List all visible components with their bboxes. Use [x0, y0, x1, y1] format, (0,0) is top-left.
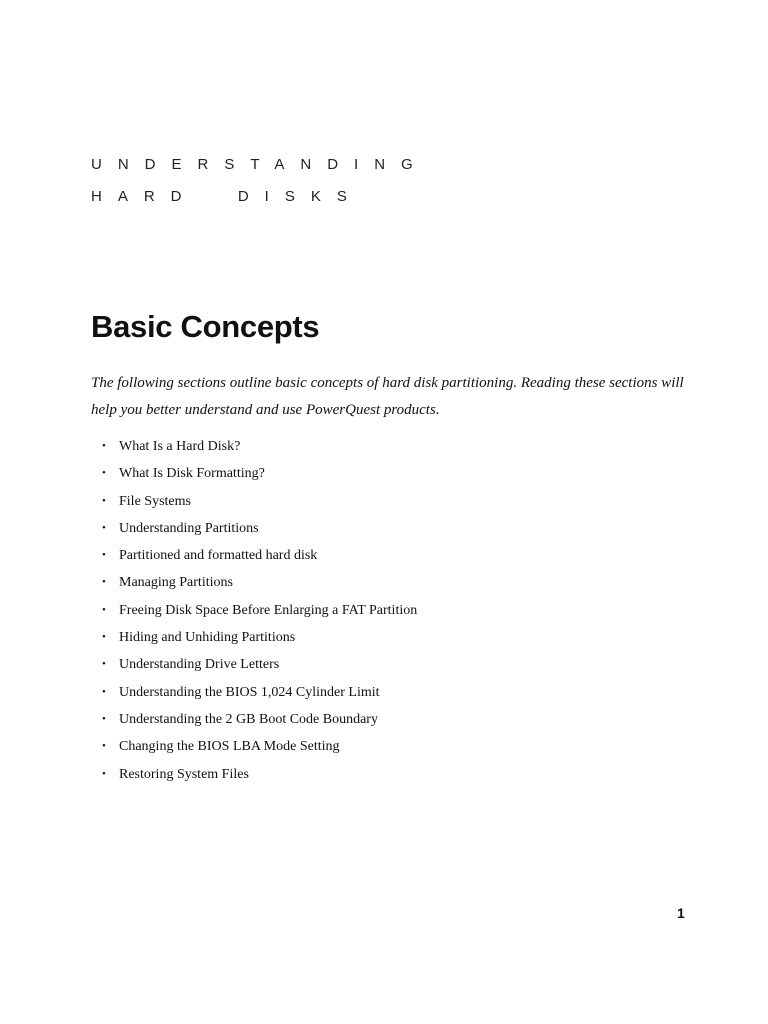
list-item — [91, 651, 417, 678]
bullet-icon: • — [102, 658, 106, 671]
list-item-label: File Systems — [119, 493, 191, 509]
list-item — [91, 679, 417, 706]
list-item-label: Understanding Drive Letters — [119, 657, 280, 673]
list-item-label: Managing Partitions — [119, 575, 233, 591]
list-item — [91, 488, 417, 515]
list-item — [91, 542, 417, 569]
list-item-label: What Is Disk Formatting? — [119, 466, 265, 482]
list-item-label: Understanding Partitions — [119, 520, 259, 536]
bullet-icon: • — [102, 576, 106, 589]
bullet-icon: • — [102, 767, 106, 780]
list-item — [91, 624, 417, 651]
section-heading: Basic Concepts — [91, 309, 320, 344]
bullet-icon: • — [102, 494, 106, 507]
chapter-title-line-1: UNDERSTANDING — [91, 156, 429, 173]
bullet-icon: • — [102, 467, 106, 480]
list-item-label: Changing the BIOS LBA Mode Setting — [119, 739, 340, 755]
page-number: 1 — [677, 905, 685, 921]
list-item — [91, 569, 417, 596]
list-item — [91, 706, 417, 733]
bullet-icon: • — [102, 712, 106, 725]
list-item-label: Hiding and Unhiding Partitions — [119, 630, 296, 646]
list-item-label: Freeing Disk Space Before Enlarging a FAT Partition — [119, 602, 418, 618]
list-item-label: Understanding the BIOS 1,024 Cylinder Limit — [119, 684, 380, 700]
bullet-icon: • — [102, 603, 106, 616]
list-item — [91, 460, 417, 487]
list-item-label: Restoring System Files — [119, 766, 249, 782]
list-item — [91, 515, 417, 542]
bullet-icon: • — [102, 685, 106, 698]
bullet-icon: • — [102, 549, 106, 562]
bullet-icon: • — [102, 631, 106, 644]
list-item — [91, 433, 417, 460]
topic-list — [91, 433, 417, 788]
list-item-label: What Is a Hard Disk? — [119, 439, 241, 454]
bullet-icon: • — [102, 521, 106, 534]
list-item-label: Partitioned and formatted hard disk — [119, 548, 318, 564]
list-item — [91, 597, 417, 624]
bullet-icon: • — [102, 440, 106, 452]
list-item — [91, 733, 417, 760]
bullet-icon: • — [102, 740, 106, 753]
list-item — [91, 761, 417, 788]
chapter-title-line-2: HARD DISKS — [91, 188, 363, 205]
intro-paragraph: The following sections outline basic concepts of hard disk partitioning. Reading these sections will help you better understand and use PowerQuest products. — [91, 375, 684, 418]
list-item-label: Understanding the 2 GB Boot Code Boundary — [119, 711, 378, 727]
